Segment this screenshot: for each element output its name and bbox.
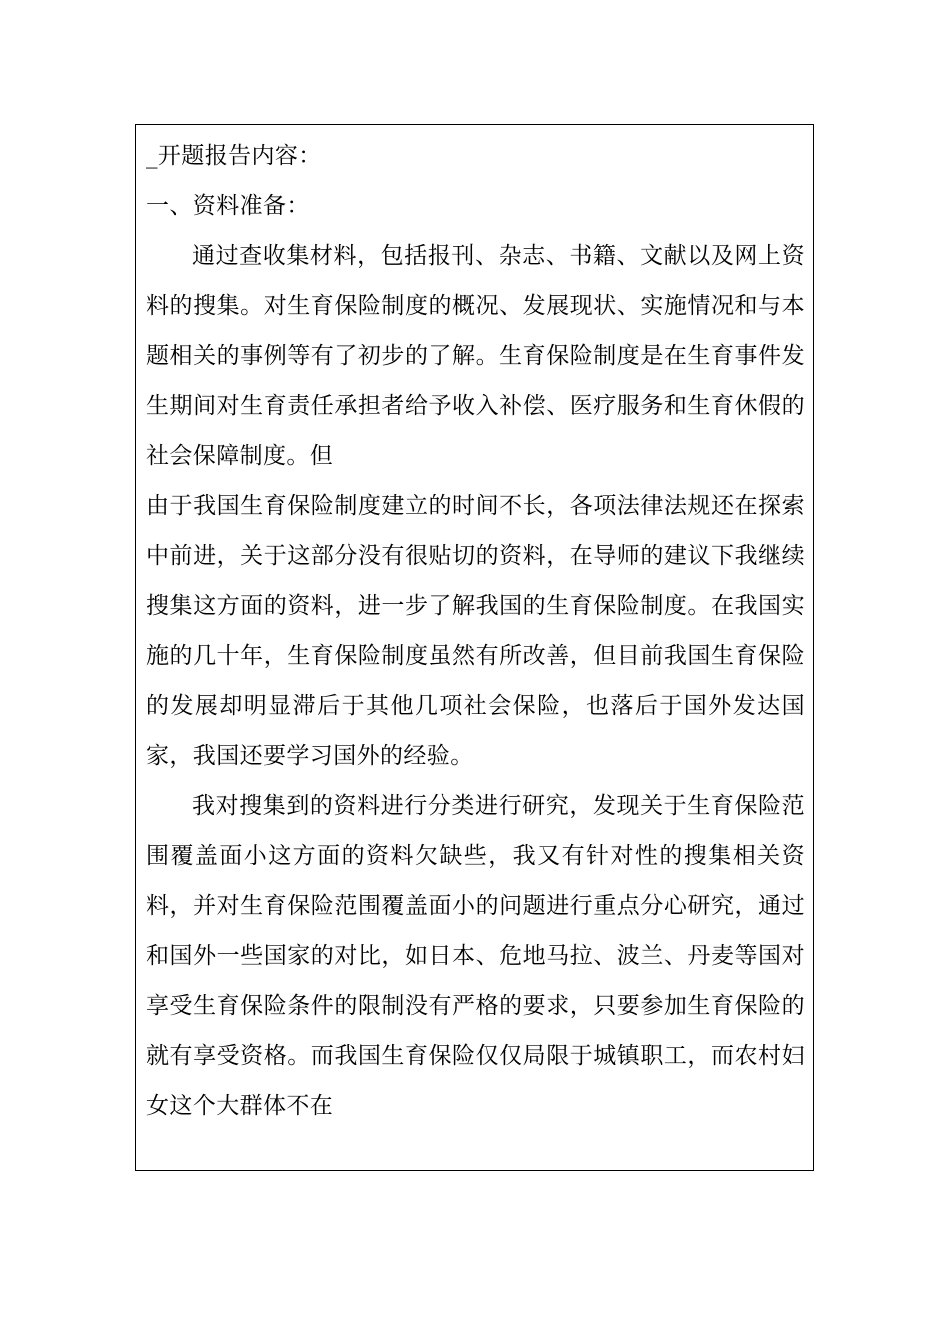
paragraph-2: 由于我国生育保险制度建立的时间不长，各项法律法规还在探索中前进，关于这部分没有很贴切的资料，在导师的建议下我继续搜集这方面的资料，进一步了解我国的生育保险制度。在我国实施的几十年，生育保险制度虽然有所改善，但目前我国生育保险的发展却明显滞后于其他几项社会保险，也落后于国外发达国家，我国还要学习国外的经验。 [146,493,805,769]
report-heading: _开题报告内容： [146,143,322,169]
paragraph-3: 我对搜集到的资料进行分类进行研究，发现关于生育保险范围覆盖面小这方面的资料欠缺些，我又有针对性的搜集相关资料，并对生育保险范围覆盖面小的问题进行重点分心研究，通过和国外一些国家的对比，如日本、危地马拉、波兰、丹麦等国对享受生育保险条件的限制没有严格的要求，只要参加生育保险的就有享受资格。而我国生育保险仅仅局限于城镇职工，而农村妇女这个大群体不在 [146,793,805,1119]
section-title: 一、资料准备： [146,193,310,219]
paragraph-1: 通过查收集材料，包括报刊、杂志、书籍、文献以及网上资料的搜集。对生育保险制度的概况、发展现状、实施情况和与本题相关的事例等有了初步的了解。生育保险制度是在生育事件发生期间对生育责任承担者给予收入补偿、医疗服务和生育休假的社会保障制度。但 [146,243,805,469]
report-content-box [135,124,814,1171]
